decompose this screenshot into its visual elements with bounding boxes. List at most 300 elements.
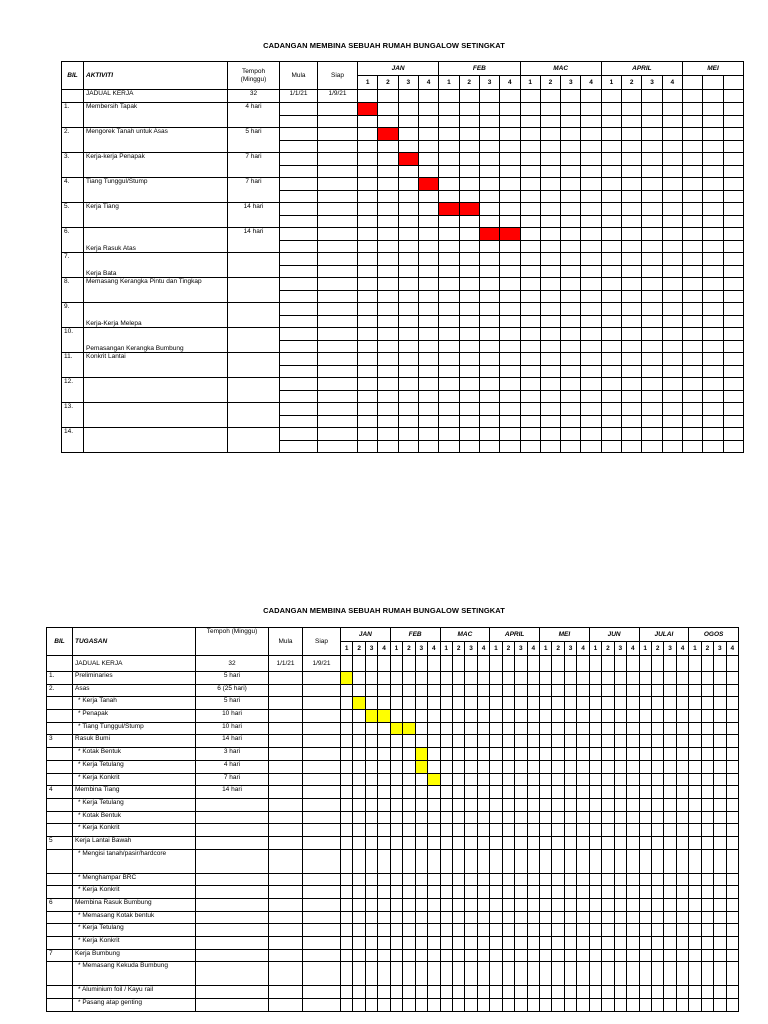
gantt-cell xyxy=(602,748,614,761)
gantt-cell xyxy=(701,986,713,999)
gantt-cell xyxy=(418,291,438,303)
gantt-cell xyxy=(622,428,642,441)
gantt-cell xyxy=(622,353,642,366)
activity-duration xyxy=(228,253,280,278)
task-name: * Kerja Tetulang xyxy=(73,798,196,811)
task-name: * Kerja Tanah xyxy=(73,697,196,710)
gantt-cell xyxy=(714,811,726,824)
gantt-cell xyxy=(439,241,459,253)
gantt-cell xyxy=(622,366,642,378)
gantt-cell xyxy=(540,103,560,116)
activity-start xyxy=(280,378,318,391)
gantt-cell xyxy=(520,416,540,428)
gantt-cell xyxy=(439,428,459,441)
gantt-cell xyxy=(602,999,614,1012)
activity-start-sub xyxy=(280,291,318,303)
gantt-cell xyxy=(459,166,479,178)
gantt-cell xyxy=(676,798,688,811)
gantt-cell xyxy=(726,949,738,962)
gantt-cell xyxy=(358,441,378,453)
gantt-cell xyxy=(703,266,723,278)
gantt-cell xyxy=(415,697,427,710)
gantt-cell xyxy=(540,824,552,837)
gantt-cell xyxy=(664,986,676,999)
task-finish xyxy=(303,672,341,685)
gantt-cell xyxy=(642,141,662,153)
gantt-cell xyxy=(683,253,703,266)
gantt-cell xyxy=(581,416,601,428)
week-number: 1 xyxy=(540,642,552,656)
gantt-cell xyxy=(683,128,703,141)
gantt-cell xyxy=(602,873,614,886)
week-number: 2 xyxy=(353,642,365,656)
gantt-cell xyxy=(403,697,415,710)
gantt-cell xyxy=(418,416,438,428)
gantt-cell xyxy=(602,937,614,950)
gantt-cell xyxy=(601,178,621,191)
gantt-cell xyxy=(527,924,539,937)
task-row xyxy=(47,672,739,685)
gantt-cell xyxy=(465,937,477,950)
gantt-cell xyxy=(465,999,477,1012)
gantt-cell xyxy=(714,760,726,773)
task-row xyxy=(47,722,739,735)
gantt-cell xyxy=(689,656,701,672)
gantt-cell xyxy=(701,811,713,824)
gantt-cell xyxy=(477,911,489,924)
gantt-cell xyxy=(701,873,713,886)
row-number xyxy=(47,986,73,999)
gantt-cell xyxy=(527,672,539,685)
gantt-cell xyxy=(477,937,489,950)
gantt-cell xyxy=(540,241,560,253)
gantt-cell xyxy=(540,90,560,103)
activity-finish-sub xyxy=(318,441,358,453)
gantt-cell xyxy=(428,836,440,849)
activity-finish-sub xyxy=(318,166,358,178)
gantt-cell xyxy=(378,911,390,924)
gantt-cell xyxy=(714,873,726,886)
gantt-cell xyxy=(664,836,676,849)
gantt-cell xyxy=(358,90,378,103)
gantt-cell xyxy=(614,899,626,912)
gantt-cell xyxy=(564,962,576,986)
gantt-cell xyxy=(689,811,701,824)
gantt-cell xyxy=(502,886,514,899)
gantt-cell xyxy=(689,710,701,723)
gantt-cell xyxy=(390,999,402,1012)
gantt-cell xyxy=(500,366,520,378)
gantt-cell xyxy=(689,924,701,937)
activity-start-sub xyxy=(280,316,318,328)
gantt-cell xyxy=(358,166,378,178)
task-finish xyxy=(303,824,341,837)
gantt-cell xyxy=(428,672,440,685)
gantt-cell xyxy=(479,166,499,178)
task-finish xyxy=(303,937,341,950)
row-number: 4. xyxy=(62,178,84,203)
activity-start-sub xyxy=(280,441,318,453)
gantt-cell xyxy=(561,328,581,341)
gantt-cell xyxy=(515,873,527,886)
task-duration: 6 (25 hari) xyxy=(196,684,269,697)
gantt-cell xyxy=(500,128,520,141)
gantt-cell xyxy=(378,773,390,786)
gantt-cell xyxy=(726,786,738,799)
gantt-cell xyxy=(589,710,601,723)
gantt-cell xyxy=(479,341,499,353)
gantt-cell xyxy=(452,672,464,685)
gantt-cell xyxy=(589,962,601,986)
gantt-cell xyxy=(459,353,479,366)
gantt-cell xyxy=(358,266,378,278)
task-start xyxy=(269,710,303,723)
gantt-cell xyxy=(540,748,552,761)
gantt-cell xyxy=(378,760,390,773)
gantt-cell xyxy=(520,90,540,103)
activity-finish xyxy=(318,403,358,416)
gantt-cell xyxy=(552,748,564,761)
gantt-cell xyxy=(353,836,365,849)
gantt-cell xyxy=(552,824,564,837)
month-header: JAN xyxy=(341,628,391,642)
gantt-cell xyxy=(622,278,642,291)
gantt-cell xyxy=(622,253,642,266)
gantt-cell xyxy=(353,886,365,899)
gantt-cell xyxy=(581,353,601,366)
gantt-cell xyxy=(465,735,477,748)
gantt-cell xyxy=(683,278,703,291)
gantt-cell xyxy=(683,178,703,191)
gantt-cell xyxy=(639,899,651,912)
gantt-cell xyxy=(353,999,365,1012)
gantt-cell xyxy=(500,253,520,266)
gantt-cell xyxy=(459,328,479,341)
gantt-cell xyxy=(459,103,479,116)
gantt-cell xyxy=(428,899,440,912)
task-row xyxy=(47,786,739,799)
gantt-cell xyxy=(701,937,713,950)
gantt-cell xyxy=(490,697,502,710)
gantt-cell xyxy=(664,672,676,685)
gantt-cell xyxy=(465,924,477,937)
gantt-cell xyxy=(418,191,438,203)
task-duration xyxy=(196,949,269,962)
week-number: 4 xyxy=(500,76,520,90)
gantt-cell xyxy=(490,924,502,937)
gantt-cell xyxy=(664,748,676,761)
row-number: 1. xyxy=(47,672,73,685)
gantt-bar xyxy=(439,203,459,216)
gantt-cell xyxy=(642,328,662,341)
gantt-cell xyxy=(341,748,353,761)
gantt-cell xyxy=(676,722,688,735)
task-row xyxy=(47,836,739,849)
gantt-cell xyxy=(701,748,713,761)
gantt-cell xyxy=(341,760,353,773)
task-start xyxy=(269,672,303,685)
gantt-cell xyxy=(627,710,639,723)
gantt-cell xyxy=(664,949,676,962)
gantt-cell xyxy=(683,353,703,366)
gantt-cell xyxy=(500,90,520,103)
gantt-cell xyxy=(440,811,452,824)
gantt-cell xyxy=(520,103,540,116)
gantt-cell xyxy=(601,128,621,141)
row-number: 2. xyxy=(47,684,73,697)
gantt-cell xyxy=(701,786,713,799)
gantt-cell xyxy=(540,999,552,1012)
gantt-cell xyxy=(527,798,539,811)
gantt-cell xyxy=(341,684,353,697)
gantt-cell xyxy=(527,684,539,697)
gantt-cell xyxy=(676,760,688,773)
gantt-cell xyxy=(651,735,663,748)
gantt-cell xyxy=(398,228,418,241)
gantt-cell xyxy=(726,999,738,1012)
gantt-cell xyxy=(642,441,662,453)
gantt-cell xyxy=(627,873,639,886)
gantt-cell xyxy=(439,153,459,166)
gantt-cell xyxy=(515,684,527,697)
gantt-cell xyxy=(527,656,539,672)
gantt-cell xyxy=(452,949,464,962)
gantt-cell xyxy=(577,824,589,837)
gantt-cell xyxy=(701,924,713,937)
gantt-cell xyxy=(515,786,527,799)
gantt-bar xyxy=(428,773,440,786)
gantt-cell xyxy=(561,141,581,153)
gantt-cell xyxy=(440,697,452,710)
gantt-cell xyxy=(723,90,743,103)
gantt-cell xyxy=(418,103,438,116)
activity-duration: 7 hari xyxy=(228,153,280,178)
task-name: * Kotak Bentuk xyxy=(73,748,196,761)
gantt-cell xyxy=(714,911,726,924)
activity-name: Kerja Bata xyxy=(84,253,228,278)
gantt-cell xyxy=(689,836,701,849)
gantt-cell xyxy=(601,403,621,416)
gantt-cell xyxy=(589,986,601,999)
gantt-cell xyxy=(390,911,402,924)
gantt-cell xyxy=(689,899,701,912)
task-duration xyxy=(196,811,269,824)
gantt-cell xyxy=(723,241,743,253)
gantt-cell xyxy=(520,391,540,403)
gantt-cell xyxy=(459,378,479,391)
gantt-cell xyxy=(676,986,688,999)
gantt-cell xyxy=(676,899,688,912)
gantt-cell xyxy=(561,278,581,291)
gantt-cell xyxy=(439,216,459,228)
gantt-cell xyxy=(723,228,743,241)
activity-finish xyxy=(318,103,358,116)
gantt-cell xyxy=(642,341,662,353)
task-start xyxy=(269,735,303,748)
month-header: FEB xyxy=(439,62,520,76)
gantt-cell xyxy=(589,811,601,824)
activity-finish-sub xyxy=(318,341,358,353)
gantt-cell xyxy=(502,986,514,999)
gantt-cell xyxy=(664,722,676,735)
gantt-cell xyxy=(440,773,452,786)
gantt-cell xyxy=(714,722,726,735)
gantt-cell xyxy=(714,836,726,849)
gantt-cell xyxy=(664,899,676,912)
gantt-cell xyxy=(477,836,489,849)
gantt-cell xyxy=(577,836,589,849)
gantt-cell xyxy=(683,228,703,241)
gantt-cell xyxy=(459,291,479,303)
gantt-cell xyxy=(378,849,390,873)
gantt-cell xyxy=(479,291,499,303)
gantt-cell xyxy=(622,416,642,428)
gantt-cell xyxy=(552,786,564,799)
gantt-cell xyxy=(676,748,688,761)
gantt-cell xyxy=(418,128,438,141)
gantt-cell xyxy=(622,203,642,216)
gantt-cell xyxy=(577,962,589,986)
gantt-cell xyxy=(477,748,489,761)
activity-start xyxy=(280,203,318,216)
gantt-cell xyxy=(703,416,723,428)
gantt-cell xyxy=(552,798,564,811)
gantt-cell xyxy=(540,191,560,203)
task-start xyxy=(269,697,303,710)
gantt-cell xyxy=(452,684,464,697)
gantt-cell xyxy=(500,141,520,153)
gantt-cell xyxy=(540,291,560,303)
task-duration xyxy=(196,937,269,950)
gantt-cell xyxy=(689,760,701,773)
row-number: 4 xyxy=(47,786,73,799)
row-number xyxy=(47,748,73,761)
gantt-cell xyxy=(398,316,418,328)
gantt-cell xyxy=(683,203,703,216)
gantt-cell xyxy=(353,824,365,837)
week-number: 3 xyxy=(479,76,499,90)
gantt-cell xyxy=(515,760,527,773)
row-number xyxy=(47,811,73,824)
gantt-cell xyxy=(439,303,459,316)
gantt-cell xyxy=(353,748,365,761)
activity-finish-sub xyxy=(318,391,358,403)
activity-finish xyxy=(318,278,358,291)
gantt-cell xyxy=(627,684,639,697)
gantt-cell xyxy=(664,773,676,786)
gantt-cell xyxy=(500,341,520,353)
gantt-cell xyxy=(378,153,398,166)
gantt-cell xyxy=(564,798,576,811)
gantt-cell xyxy=(639,773,651,786)
activity-start-sub xyxy=(280,266,318,278)
gantt-cell xyxy=(726,735,738,748)
gantt-cell xyxy=(564,786,576,799)
gantt-cell xyxy=(683,116,703,128)
gantt-cell xyxy=(723,366,743,378)
gantt-cell xyxy=(378,116,398,128)
week-number: 1 xyxy=(520,76,540,90)
gantt-cell xyxy=(465,786,477,799)
gantt-cell xyxy=(479,90,499,103)
gantt-cell xyxy=(581,203,601,216)
gantt-cell xyxy=(378,697,390,710)
task-start xyxy=(269,924,303,937)
gantt-cell xyxy=(683,303,703,316)
gantt-cell xyxy=(398,253,418,266)
gantt-cell xyxy=(341,924,353,937)
gantt-cell xyxy=(520,278,540,291)
gantt-cell xyxy=(561,128,581,141)
gantt-cell xyxy=(490,849,502,873)
gantt-cell xyxy=(527,760,539,773)
gantt-cell xyxy=(365,786,377,799)
activity-start xyxy=(280,228,318,241)
task-duration xyxy=(196,824,269,837)
gantt-cell xyxy=(703,203,723,216)
gantt-cell xyxy=(378,316,398,328)
gantt-cell xyxy=(642,116,662,128)
gantt-cell xyxy=(602,911,614,924)
gantt-cell xyxy=(398,391,418,403)
gantt-cell xyxy=(378,836,390,849)
week-number: 1 xyxy=(689,642,701,656)
gantt-cell xyxy=(723,153,743,166)
schedule-row xyxy=(62,90,744,103)
gantt-cell xyxy=(577,697,589,710)
gantt-cell xyxy=(365,656,377,672)
gantt-cell xyxy=(703,341,723,353)
gantt-cell xyxy=(440,684,452,697)
gantt-cell xyxy=(589,937,601,950)
activity-duration xyxy=(228,403,280,428)
task-finish xyxy=(303,684,341,697)
gantt-cell xyxy=(540,684,552,697)
gantt-cell xyxy=(552,836,564,849)
gantt-cell xyxy=(689,873,701,886)
gantt-cell xyxy=(651,684,663,697)
gantt-cell xyxy=(639,786,651,799)
gantt-cell xyxy=(540,836,552,849)
activity-finish xyxy=(318,428,358,441)
gantt-cell xyxy=(490,836,502,849)
gantt-cell xyxy=(540,416,560,428)
gantt-cell xyxy=(452,710,464,723)
gantt-cell xyxy=(452,824,464,837)
gantt-cell xyxy=(662,416,682,428)
activity-row xyxy=(62,153,744,166)
gantt-cell xyxy=(358,241,378,253)
gantt-cell xyxy=(428,811,440,824)
gantt-cell xyxy=(520,378,540,391)
gantt-cell xyxy=(540,798,552,811)
gantt-cell xyxy=(520,441,540,453)
gantt-cell xyxy=(577,672,589,685)
gantt-cell xyxy=(602,672,614,685)
gantt-cell xyxy=(502,773,514,786)
activity-finish-sub xyxy=(318,191,358,203)
gantt-cell xyxy=(552,999,564,1012)
gantt-cell xyxy=(403,760,415,773)
gantt-cell xyxy=(664,760,676,773)
week-number: 4 xyxy=(418,76,438,90)
task-start xyxy=(269,824,303,837)
gantt-cell xyxy=(403,798,415,811)
gantt-cell xyxy=(701,949,713,962)
gantt-cell xyxy=(520,291,540,303)
gantt-cell xyxy=(452,773,464,786)
task-row xyxy=(47,873,739,886)
